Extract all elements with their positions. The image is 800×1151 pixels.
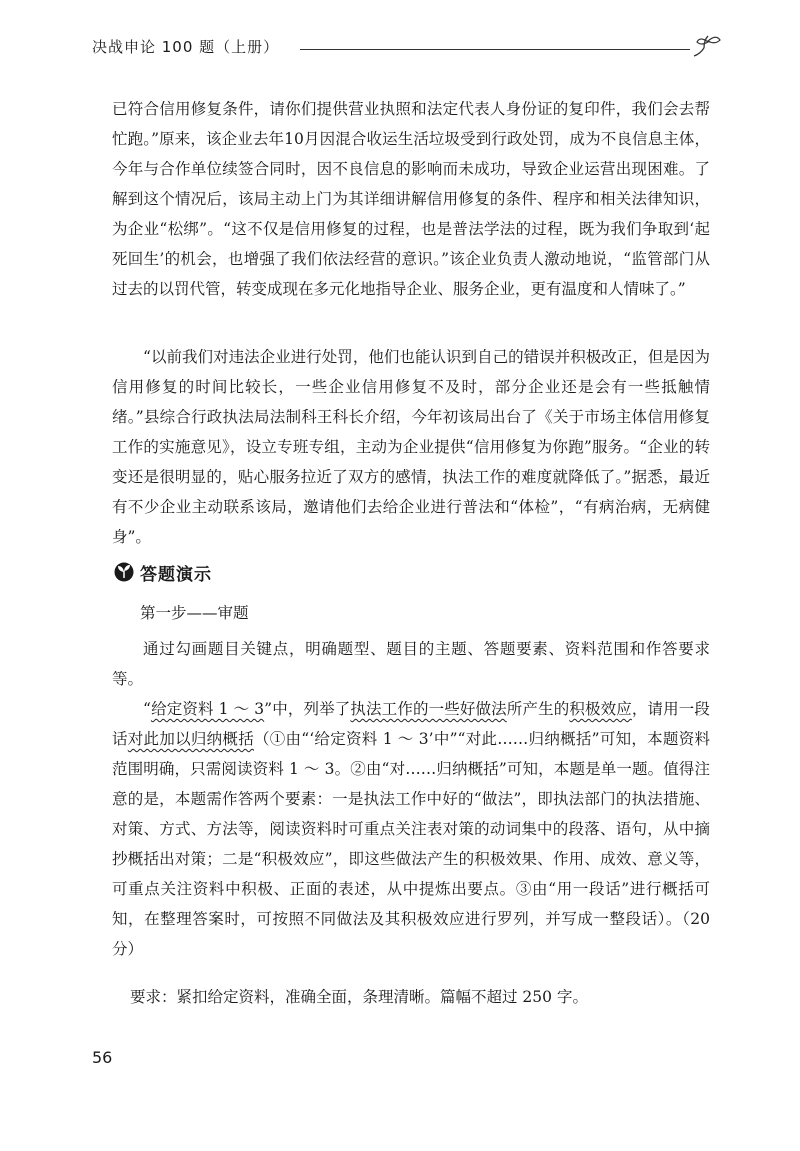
keyword-underlined: 积极效应 [569, 700, 632, 718]
paragraph: 已符合信用修复条件，请你们提供营业执照和法定代表人身份证的复印件，我们会去帮忙跑。”原来，该企业去年10月因混合收运生活垃圾受到行政处罚，成为不良信息主体，今年与合作单位续签合同时，因不良信息的影响而未成功，导致企业运营出现困难。了解到这个情况后，该局主动上门为其详细讲解信用修复的条件、程序和相关法律知识，为企业“松绑”。“这不仅是信用修复的过程，也是普法学法的过程，既为我们争取到‘起死回生’的机会，也增强了我们依法经营的意识。”该企业负责人激动地说，“监管部门从过去的以罚代管，转变成现在多元化地指导企业、服务企业，更有温度和人情味了。” [112, 100, 710, 298]
header-rule [300, 49, 690, 50]
running-header [92, 34, 732, 64]
analysis-text [112, 634, 710, 964]
text-run: ”中，列举了 [264, 700, 351, 718]
step-title: 第一步——审题 [140, 604, 249, 622]
paragraph: 通过勾画题目关键点，明确题型、题目的主题、答题要素、资料范围和作答要求等。 [112, 640, 710, 688]
paragraph: “以前我们对违法企业进行处罚，他们也能认识到自己的错误并积极改正，但是因为信用修复的时间比较长，一些企业信用修复不及时，部分企业还是会有一些抵触情绪。”县综合行政执法局法制科王科长介绍，今年初该局出台了《关于市场主体信用修复工作的实施意见》，设立专班专组，主动为企业提供“信用修复为你跑”服务。“企业的转变还是很明显的，贴心服务拉近了双方的感情，执法工作的难度就降低了。”据悉，最近有不少企业主动联系该局，邀请他们去给企业进行普法和“体检”，“有病治病，无病健身”。 [112, 348, 710, 546]
section-title: 答题演示 [140, 564, 212, 585]
body-text [112, 342, 710, 552]
text-run: （①由“‘给定资料 1 ～ 3’中”“对此……归纳概括”可知，本题资料范围明确，只需阅读资料 1 ～ 3。②由“对……归纳概括”可知，本题是单一题。值得注意的是，本题需作答两个要素：一是执法工作中好的“做法”，即执法部门的执法措施、对策、方式、方法等，阅读资料时可重点关注表对策的动词集中的段落、语句，从中摘抄概括出对策；二是“积极效应”，即这些做法产生的积极效果、作用、成效、意义等，可重点关注资料中积极、正面的表述，从中提炼出要点。③由“用一段话”进行概括可知，在整理答案时，可按照不同做法及其积极效应进行罗列，并写成一整段话）。（20 分） [112, 730, 710, 958]
text-run: ，请用一段话 [112, 700, 710, 748]
keyword-underlined: 给定资料 1 ～ 3 [150, 700, 265, 718]
sprout-badge-icon [114, 562, 134, 582]
keyword-underlined: 执法工作的一些好做法 [350, 700, 507, 718]
paragraph [112, 694, 710, 964]
text-run: “ [143, 700, 151, 718]
requirement-text: 要求：紧扣给定资料，准确全面，条理清晰。篇幅不超过 250 字。 [130, 988, 588, 1006]
text-run: 所产生的 [506, 700, 570, 718]
book-title: 决战申论 100 题（上册） [92, 38, 280, 56]
page-number: 56 [92, 1048, 113, 1067]
body-text-continued [112, 94, 710, 304]
keyword-underlined: 对此加以归纳概括 [127, 730, 254, 748]
section-heading [114, 560, 212, 584]
sprout-icon [690, 34, 724, 60]
